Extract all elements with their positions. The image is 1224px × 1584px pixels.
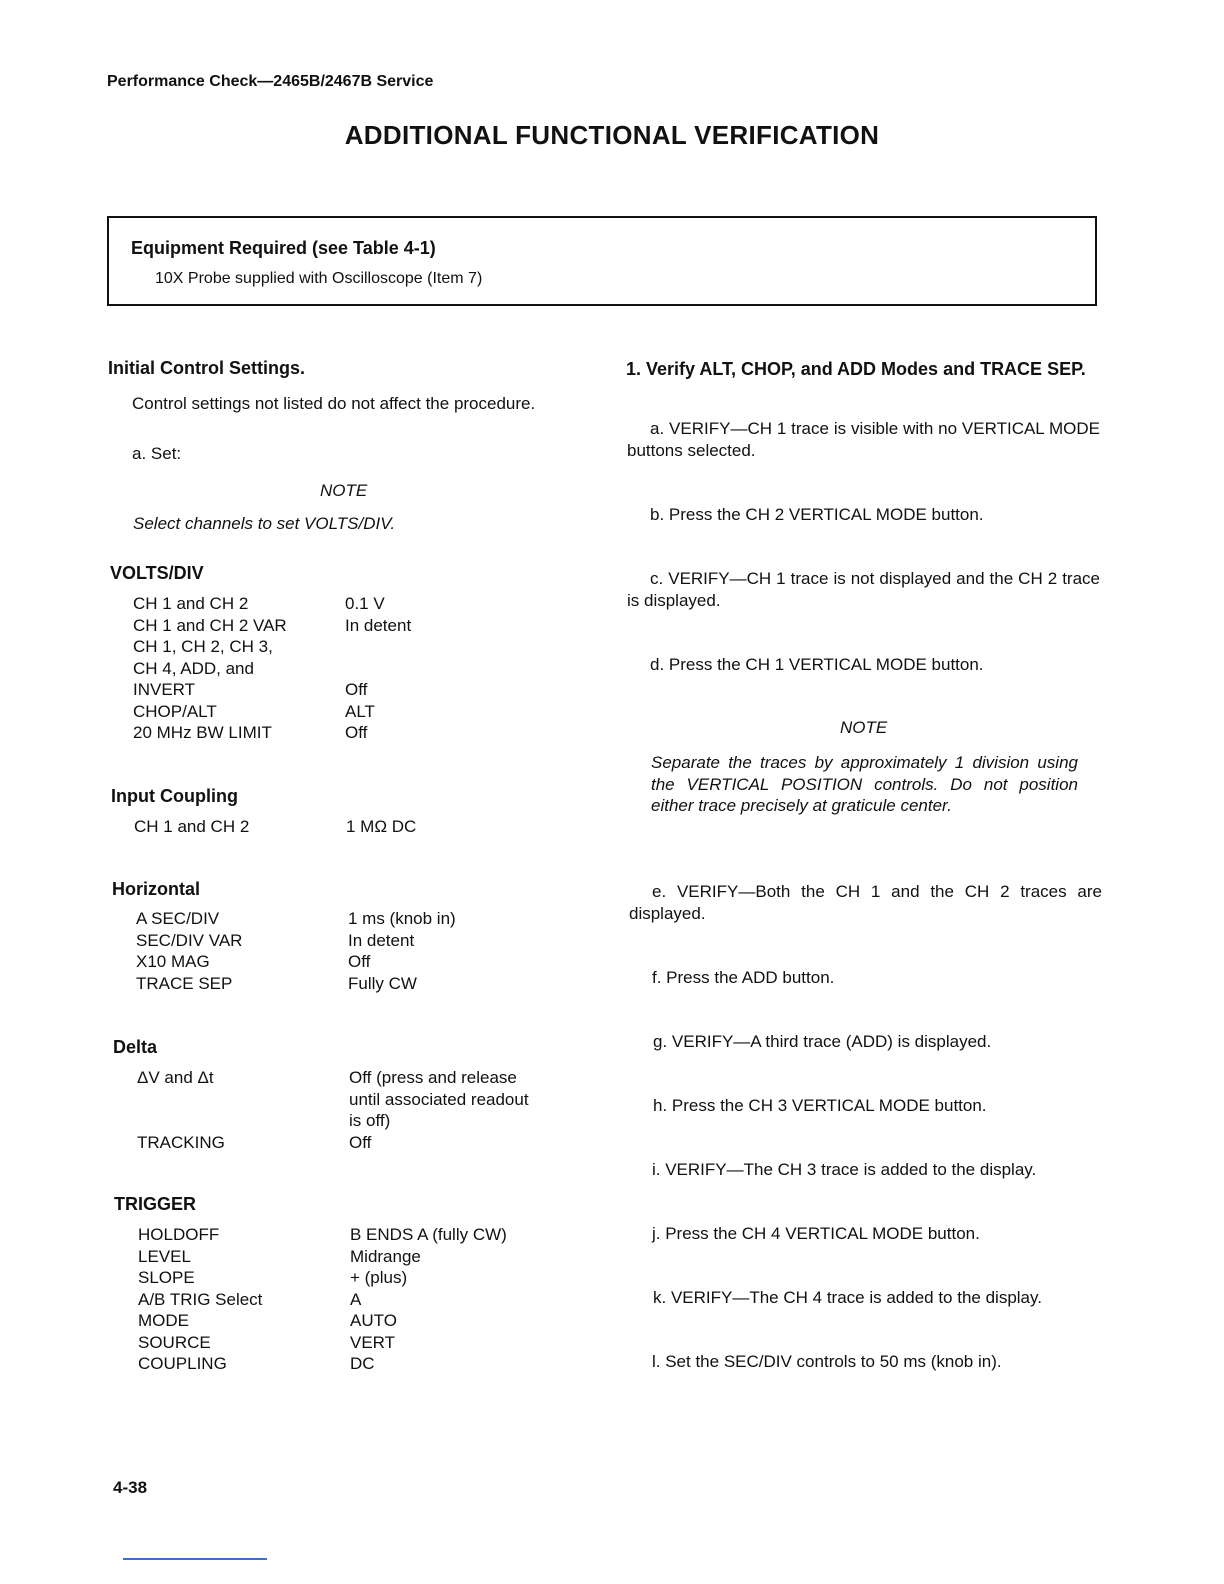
- horizontal-table: [136, 908, 576, 994]
- setting-name: SOURCE: [138, 1332, 211, 1352]
- step-k: k. VERIFY—The CH 4 trace is added to the display.: [653, 1288, 1042, 1307]
- setting-value: Off: [348, 952, 371, 971]
- setting-name: HOLDOFF: [138, 1225, 220, 1244]
- setting-row: [137, 1132, 577, 1154]
- setting-value: A: [350, 1289, 362, 1309]
- setting-row: [138, 1289, 578, 1311]
- setting-row: [138, 1224, 578, 1246]
- note-text: Select channels to set VOLTS/DIV.: [133, 514, 396, 533]
- step-a: a. VERIFY—CH 1 trace is visible with no VERTICAL MODE buttons selected.: [627, 419, 1100, 460]
- setting-name: LEVEL: [138, 1246, 191, 1266]
- setting-name: CH 1 and CH 2: [134, 817, 250, 836]
- setting-row: [133, 701, 573, 723]
- setting-row: [138, 1332, 578, 1354]
- setting-row: [137, 1110, 577, 1132]
- setting-row: [133, 722, 573, 744]
- step-f: f. Press the ADD button.: [652, 968, 835, 987]
- delta-table: [137, 1067, 577, 1153]
- setting-value: DC: [350, 1354, 375, 1373]
- trigger-heading: TRIGGER: [114, 1194, 197, 1214]
- setting-row: [133, 658, 573, 680]
- initial-settings-intro: Control settings not listed do not affect the procedure.: [132, 394, 536, 413]
- setting-value: 0.1 V: [345, 594, 385, 613]
- step-h: h. Press the CH 3 VERTICAL MODE button.: [653, 1096, 987, 1115]
- setting-row: [136, 973, 576, 995]
- setting-value: Off: [345, 680, 368, 699]
- setting-value: In detent: [348, 930, 415, 950]
- initial-settings-heading: Initial Control Settings.: [108, 358, 305, 378]
- footer-rule: [123, 1558, 267, 1560]
- input-coupling-heading: Input Coupling: [111, 786, 238, 806]
- horizontal-heading: Horizontal: [112, 879, 200, 899]
- note-text-2: Separate the traces by approximately 1 division using the VERTICAL POSITION controls. Do not position either trace precisely at graticule center.: [651, 753, 1078, 815]
- setting-value: + (plus): [350, 1268, 408, 1287]
- trigger-table: [138, 1224, 578, 1375]
- setting-name: CHOP/ALT: [133, 701, 217, 721]
- setting-name: [137, 1110, 349, 1132]
- setting-value: [345, 636, 573, 658]
- setting-value: Fully CW: [348, 973, 417, 993]
- setting-name: A/B TRIG Select: [138, 1289, 263, 1309]
- setting-value: Off: [345, 723, 368, 742]
- setting-row: [133, 615, 573, 637]
- setting-row: [133, 679, 573, 701]
- equipment-box: [107, 216, 1097, 306]
- verify-modes-heading: 1. Verify ALT, CHOP, and ADD Modes and TRACE SEP.: [626, 359, 1086, 379]
- running-header: Performance Check—2465B/2467B Service: [107, 73, 434, 90]
- note-label: NOTE: [320, 481, 368, 500]
- setting-row: [137, 1067, 577, 1089]
- step-e: e. VERIFY—Both the CH 1 and the CH 2 traces are displayed.: [629, 882, 1102, 923]
- step-b: b. Press the CH 2 VERTICAL MODE button.: [650, 505, 984, 524]
- step-l: l. Set the SEC/DIV controls to 50 ms (knob in).: [652, 1352, 1002, 1371]
- step-i: i. VERIFY—The CH 3 trace is added to the display.: [652, 1160, 1037, 1179]
- setting-row: [137, 1089, 577, 1111]
- setting-name: CH 4, ADD, and: [133, 658, 254, 678]
- step-d: d. Press the CH 1 VERTICAL MODE button.: [650, 655, 984, 674]
- setting-row: [136, 908, 576, 930]
- setting-row: [138, 1310, 578, 1332]
- setting-value: Off (press and release: [349, 1068, 517, 1087]
- setting-row: [138, 1246, 578, 1268]
- setting-name: TRACE SEP: [136, 973, 233, 993]
- equipment-item: 10X Probe supplied with Oscilloscope (Item 7): [155, 270, 483, 287]
- setting-row: [136, 930, 576, 952]
- setting-value: 1 ms (knob in): [348, 909, 456, 928]
- setting-name: SEC/DIV VAR: [136, 930, 243, 950]
- setting-name: COUPLING: [138, 1354, 227, 1373]
- setting-name: 20 MHz BW LIMIT: [133, 723, 272, 742]
- setting-value: Midrange: [350, 1246, 421, 1266]
- setting-name: CH 1 and CH 2: [133, 594, 249, 613]
- setting-row: [133, 593, 573, 615]
- page-number: 4-38: [113, 1478, 148, 1497]
- step-j: j. Press the CH 4 VERTICAL MODE button.: [652, 1224, 980, 1243]
- set-label: a. Set:: [132, 444, 182, 463]
- setting-row: [136, 951, 576, 973]
- setting-value: is off): [349, 1111, 391, 1130]
- setting-name: [137, 1089, 349, 1111]
- setting-name: CH 1 and CH 2 VAR: [133, 615, 287, 635]
- page-title: ADDITIONAL FUNCTIONAL VERIFICATION: [344, 120, 880, 150]
- setting-value: 1 MΩ DC: [346, 817, 417, 836]
- setting-name: MODE: [138, 1311, 189, 1330]
- setting-value: Off: [349, 1132, 372, 1152]
- setting-value: ALT: [345, 701, 375, 721]
- setting-value: [345, 658, 573, 680]
- setting-name: INVERT: [133, 680, 196, 699]
- setting-row: [138, 1353, 578, 1375]
- setting-row: [134, 816, 574, 838]
- equipment-heading: Equipment Required (see Table 4-1): [131, 238, 436, 258]
- setting-name: ΔV and Δt: [137, 1068, 214, 1087]
- setting-value: B ENDS A (fully CW): [350, 1225, 507, 1244]
- setting-row: [138, 1267, 578, 1289]
- setting-name: A SEC/DIV: [136, 909, 220, 928]
- delta-heading: Delta: [113, 1037, 158, 1057]
- volts-div-heading: VOLTS/DIV: [110, 563, 204, 583]
- setting-value: AUTO: [350, 1311, 397, 1330]
- setting-value: until associated readout: [349, 1089, 529, 1109]
- step-g: g. VERIFY—A third trace (ADD) is displayed.: [653, 1032, 992, 1051]
- setting-name: CH 1, CH 2, CH 3,: [133, 637, 273, 656]
- volts-div-table: [133, 593, 573, 744]
- setting-name: SLOPE: [138, 1268, 195, 1287]
- step-c: c. VERIFY—CH 1 trace is not displayed and the CH 2 trace is displayed.: [627, 569, 1100, 610]
- input-coupling-table: [134, 816, 574, 838]
- setting-name: X10 MAG: [136, 952, 210, 971]
- setting-name: TRACKING: [137, 1132, 225, 1152]
- setting-value: VERT: [350, 1332, 396, 1352]
- setting-row: [133, 636, 573, 658]
- setting-value: In detent: [345, 615, 412, 635]
- note-label-2: NOTE: [840, 718, 888, 737]
